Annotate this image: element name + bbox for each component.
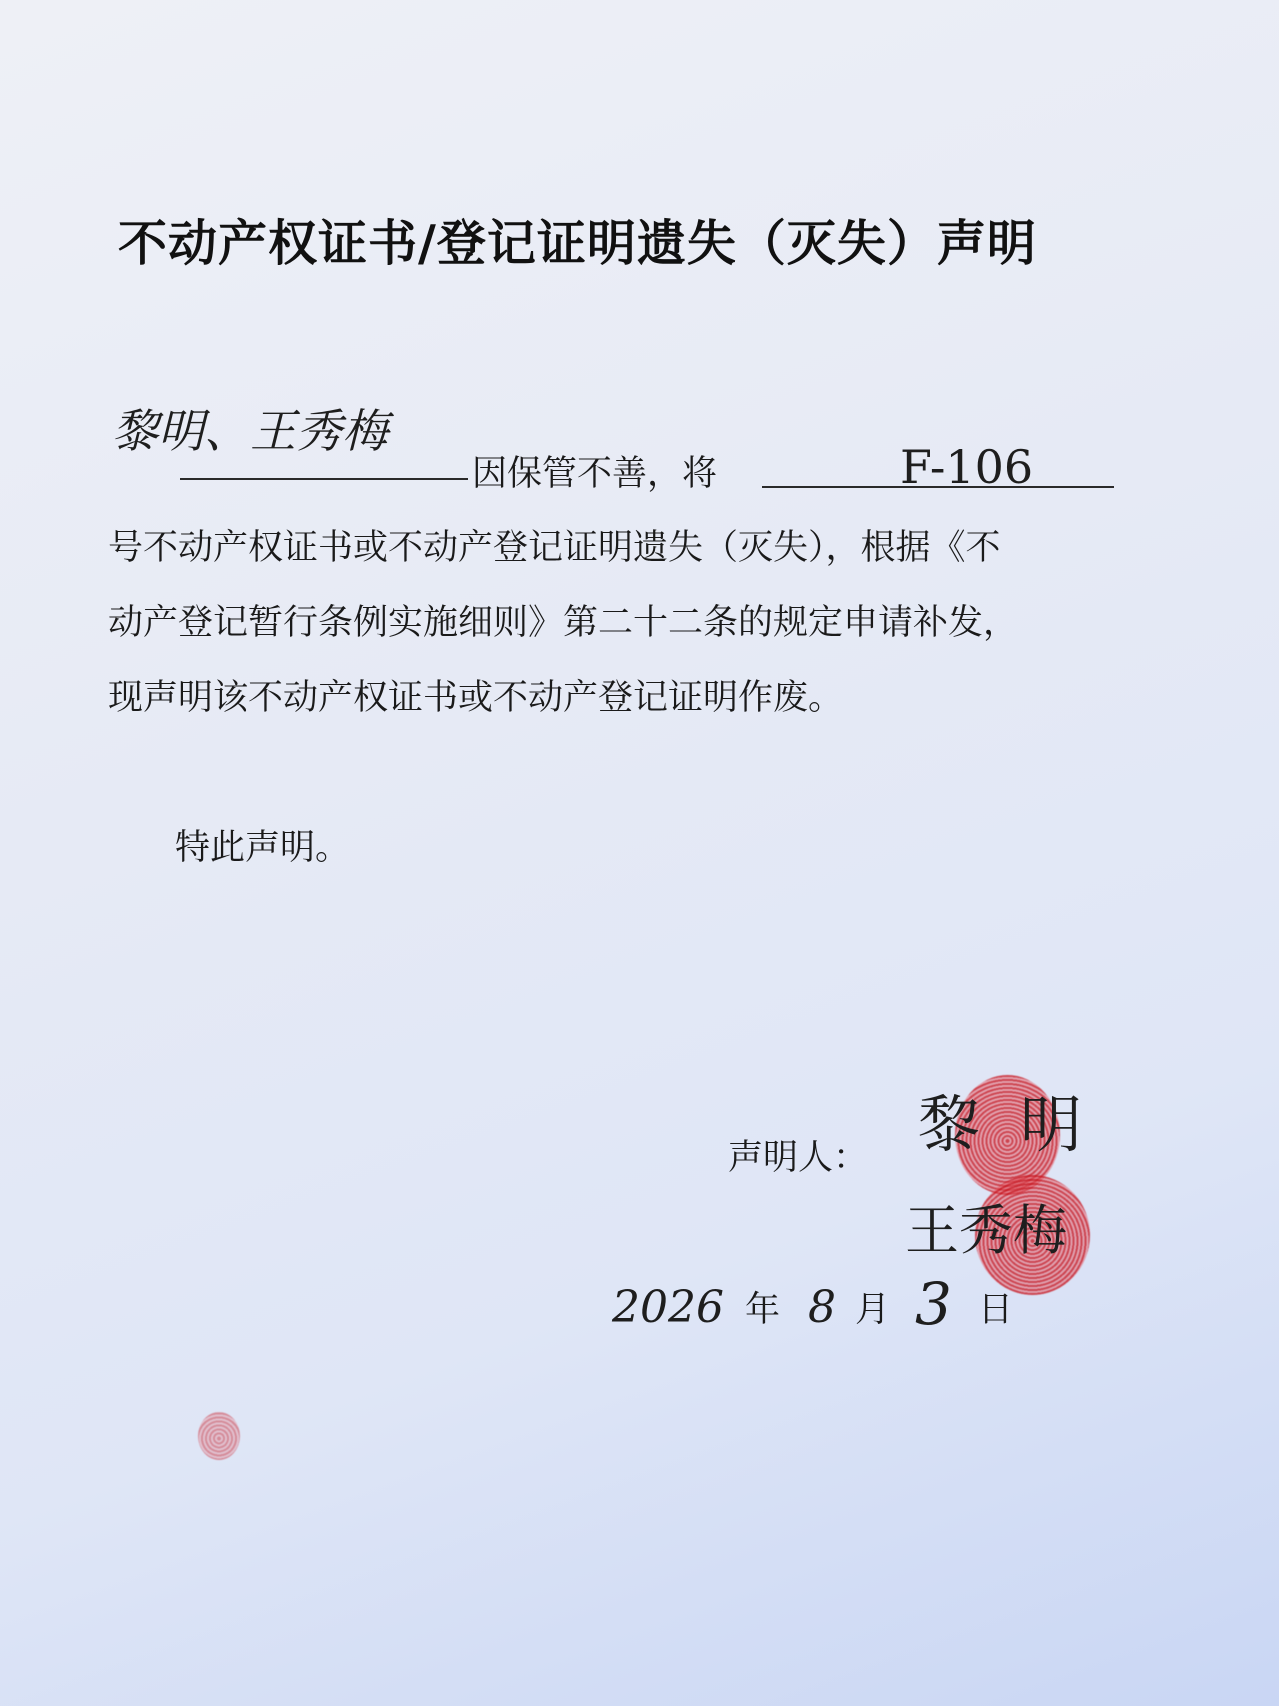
reason-text: 因保管不善，将 bbox=[472, 454, 718, 494]
closing-statement: 特此声明。 bbox=[175, 828, 351, 868]
body-line-1: 号不动产权证书或不动产登记证明遗失（灭失），根据《不 bbox=[108, 528, 1001, 568]
document-title: 不动产权证书/登记证明遗失（灭失）声明 bbox=[118, 215, 1037, 272]
date-day-unit: 日 bbox=[978, 1290, 1014, 1330]
date-month-unit: 月 bbox=[855, 1290, 891, 1330]
date-year-handwritten: 2026 bbox=[612, 1282, 724, 1333]
signature-2: 王秀梅 bbox=[905, 1199, 1067, 1262]
signer-label: 声明人： bbox=[728, 1138, 869, 1178]
date-year-unit: 年 bbox=[745, 1290, 781, 1330]
fingerprint-smudge bbox=[198, 1412, 240, 1460]
date-day-handwritten: 3 bbox=[915, 1270, 952, 1338]
date-month-handwritten: 8 bbox=[808, 1282, 836, 1333]
declarant-underline bbox=[180, 478, 468, 480]
signature-1: 黎明 bbox=[918, 1088, 1123, 1161]
declarant-names-handwritten: 黎明、王秀梅 bbox=[112, 404, 388, 458]
body-line-3: 现声明该不动产权证书或不动产登记证明作废。 bbox=[108, 678, 844, 718]
certificate-number-handwritten: F-106 bbox=[900, 440, 1034, 494]
body-line-2: 动产登记暂行条例实施细则》第二十二条的规定申请补发， bbox=[108, 603, 1019, 643]
